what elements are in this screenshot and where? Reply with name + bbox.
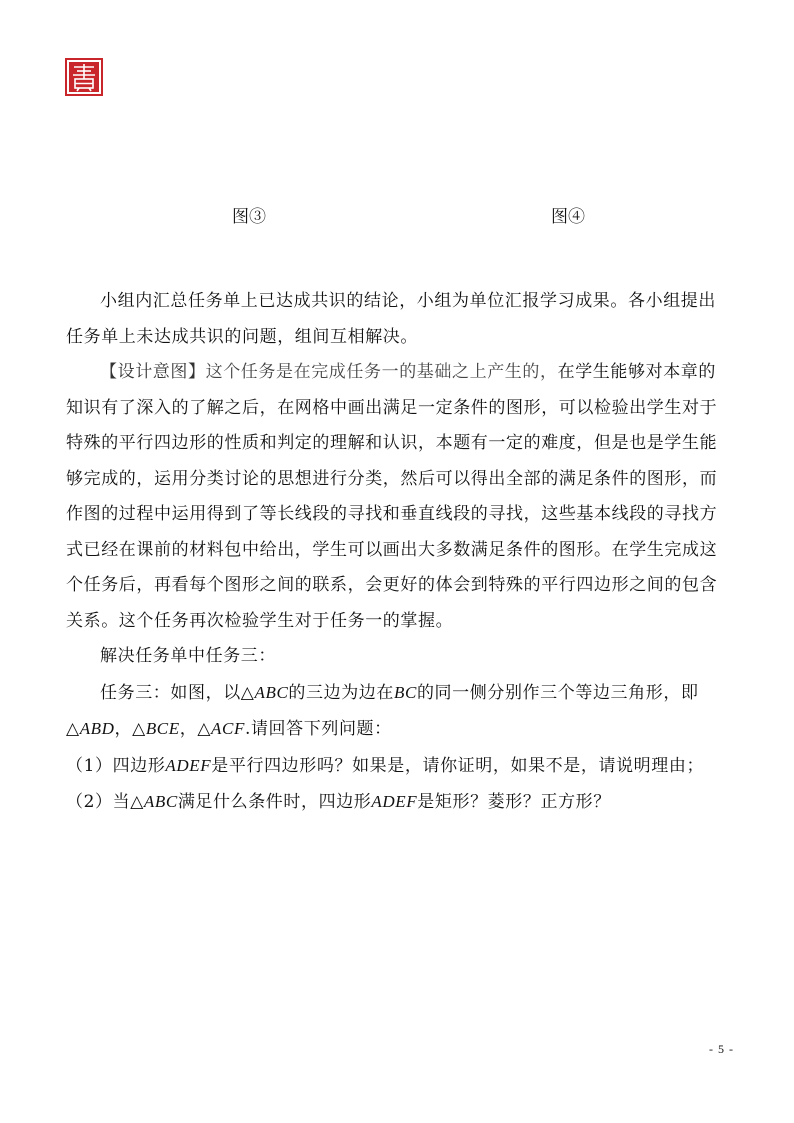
task3-intro: 任务三：如图，以△ABC的三边为边在BC的同一侧分别作三个等边三角形，即△ABD，△BCE，△ACF.请回答下列问题： — [66, 682, 699, 739]
math-abd: ABD — [79, 719, 115, 738]
question-2: （2）当△ABC满足什么条件时，四边形ADEF是矩形？菱形？正方形？ — [66, 792, 611, 812]
design-intent-paragraph — [66, 355, 730, 639]
math-adef: ADEF — [165, 755, 212, 775]
figure-4-caption: 图④ — [551, 207, 585, 227]
math-abc-q2: ABC — [143, 792, 178, 811]
page-number: - 5 - — [709, 1042, 734, 1056]
task3-heading: 解决任务单中任务三： — [100, 646, 276, 666]
math-adef-q2: ADEF — [371, 792, 418, 811]
summary-paragraph: 小组内汇总任务单上已达成共识的结论，小组为单位汇报学习成果。各小组提出任务单上未达成共识的问题，组间互相解决。 — [66, 291, 716, 347]
math-bc: BC — [394, 682, 417, 702]
figure-3-caption: 图③ — [232, 207, 266, 227]
document-body — [66, 284, 730, 821]
seal-stamp-icon — [65, 58, 103, 96]
math-bce: BCE — [145, 719, 180, 738]
design-intent-body: 在学生能够对本章的知识有了深入的了解之后，在网格中画出满足一定条件的图形，可以检验出学生对于特殊的平行四边形的性质和判定的理解和认识，本题有一定的难度，但是也是学生能够完成的，运用分类讨论的思想进行分类，然后可以得出全部的满足条件的图形，而作图的过程中运用得到了等长线段的寻找和垂直线段的寻找，这些基本线段的寻找方式已经在课前的材料包中给出，学生可以画出大多数满足条件的图形。在学生完成这个任务后，再看每个图形之间的联系，会更好的体会到特殊的平行四边形之间的包含关系。这个任务再次检验学生对于任务一的掌握。 — [66, 362, 718, 631]
question-1: （1）四边形ADEF是平行四边形吗？如果是，请你证明，如果不是，请说明理由； — [66, 755, 705, 776]
design-intent-lead: 这个任务是在完成任务一的基础之上产生的， — [205, 362, 558, 382]
math-abc: ABC — [254, 682, 289, 702]
math-acf: ACF — [211, 719, 245, 738]
design-intent-tag: 【设计意图】 — [100, 362, 206, 382]
